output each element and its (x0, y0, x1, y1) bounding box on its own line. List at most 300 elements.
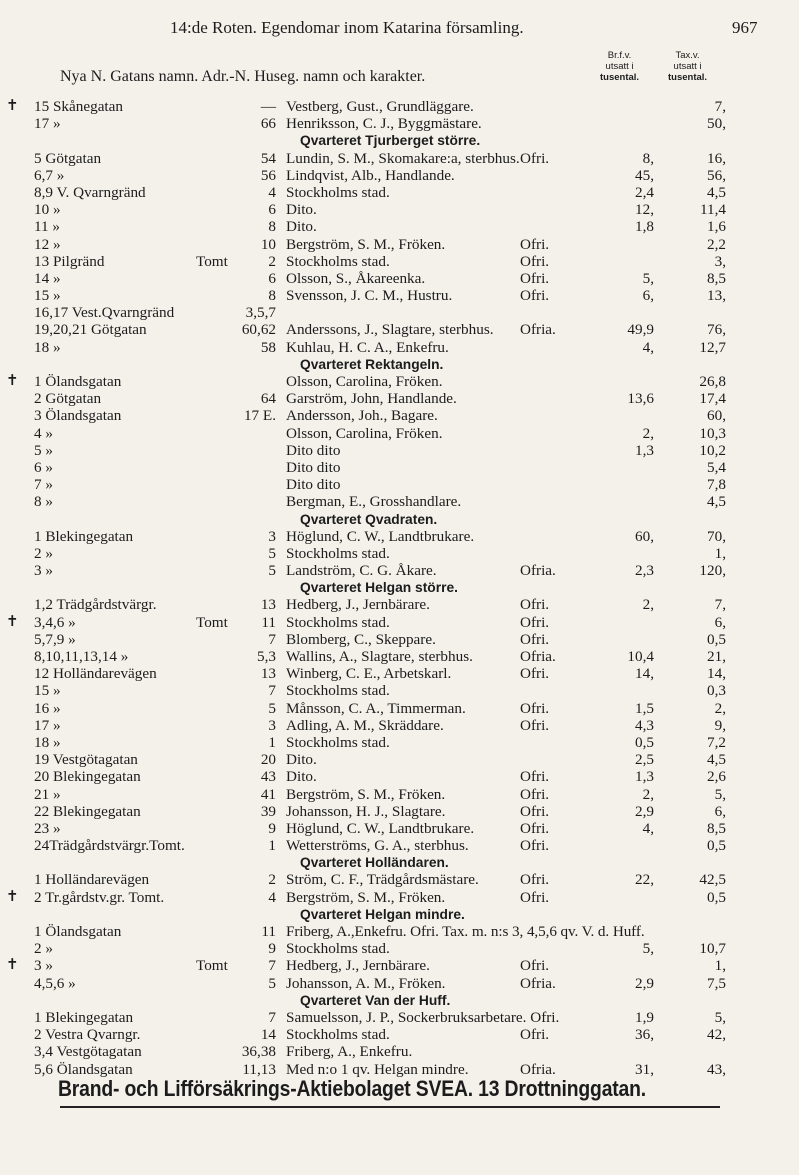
property-row (0, 631, 799, 648)
old-address-number: 10 (260, 235, 276, 253)
property-row (0, 201, 799, 218)
old-address-number: — (260, 98, 276, 115)
owner-name: Dito. (286, 218, 317, 236)
old-address-number: 17 E. (243, 407, 276, 425)
old-address-number: 8 (268, 218, 276, 236)
property-row (0, 665, 799, 682)
street-address: 4 » (34, 424, 53, 442)
tax-value: 8,5 (707, 269, 726, 287)
tax-status: Ofri. (520, 768, 550, 786)
street-address: 24Trädgårdstvärgr.Tomt. (34, 837, 185, 855)
owner-name: Med n:o 1 qv. Helgan mindre. (286, 1060, 469, 1078)
owner-name: Lundin, S. M., Skomakare:a, sterbhus. (286, 149, 520, 167)
street-address: 3,4,6 » (34, 613, 76, 631)
property-row (0, 390, 799, 407)
old-address-number: 3 (268, 716, 276, 734)
tax-value: 13, (707, 287, 726, 305)
tax-value: 12,7 (699, 338, 726, 356)
street-address: 7 » (34, 476, 53, 494)
insurance-value: 2,9 (635, 974, 654, 992)
tax-value: 56, (707, 166, 726, 184)
margin-mark: ✝ (6, 373, 19, 389)
tax-status: Ofri. (520, 252, 550, 270)
tax-status: Ofria. (520, 974, 556, 992)
tax-status: Ofri. (520, 235, 550, 253)
street-address: 15 » (34, 682, 61, 700)
owner-name: Olsson, Carolina, Fröken. (286, 424, 443, 442)
street-address: 1 Blekingegatan (34, 1008, 134, 1026)
property-row (0, 768, 799, 785)
owner-name: Svensson, J. C. M., Hustru. (286, 287, 453, 305)
tax-value: 14, (707, 665, 726, 683)
street-address: 1,2 Trädgårdstvärgr. (34, 596, 157, 614)
tax-line2: utsatt i (673, 61, 702, 72)
old-address-number: 20 (260, 751, 276, 769)
owner-name: Stockholms stad. (286, 544, 390, 562)
old-address-number: 5 (268, 562, 276, 580)
owner-name: Stockholms stad. (286, 252, 390, 270)
street-address: 12 » (34, 235, 61, 253)
street-address: 2 » (34, 544, 53, 562)
property-row (0, 321, 799, 338)
owner-name: Stockholms stad. (286, 940, 390, 958)
tax-status: Ofria. (520, 562, 556, 580)
insurance-value: 2, (642, 424, 654, 442)
tax-value: 4,5 (707, 493, 726, 511)
section-title: Qvarteret Helgan större. (300, 580, 458, 596)
section-title: Qvarteret Qvadraten. (300, 511, 438, 527)
property-row (0, 596, 799, 613)
owner-name: Bergström, S. M., Fröken. (286, 235, 446, 253)
property-row (0, 957, 799, 974)
street-address: 18 » (34, 338, 61, 356)
street-address: 20 Blekingegatan (34, 768, 141, 786)
street-address: 3 » (34, 562, 53, 580)
old-address-number: 13 (260, 665, 276, 683)
street-address: 17 » (34, 115, 61, 133)
column-header-tax (668, 50, 707, 83)
old-address-number: 43 (260, 768, 276, 786)
tax-value: 5, (714, 785, 726, 803)
tax-value: 7,2 (707, 733, 726, 751)
property-row (0, 614, 799, 631)
tax-value: 6, (714, 613, 726, 631)
property-row (0, 236, 799, 253)
owner-name: Friberg, A.,Enkefru. Ofri. Tax. m. n:s 3, 4,5,6 qv. V. d. Huff. (286, 923, 645, 940)
property-row (0, 253, 799, 270)
old-address-number: 7 (268, 630, 276, 648)
tax-value: 120, (699, 562, 726, 580)
old-address-number: 9 (268, 940, 276, 958)
insurance-value: 2,4 (635, 183, 654, 201)
owner-name: Samuelsson, J. P., Sockerbruksarbetare. Ofri. (286, 1008, 560, 1026)
owner-name: Dito. (286, 201, 317, 219)
insurance-value: 2,5 (635, 751, 654, 769)
tax-status: Ofri. (520, 802, 550, 820)
tax-status: Ofri. (520, 665, 550, 683)
property-row (0, 682, 799, 699)
insurance-value: 1,9 (635, 1008, 654, 1026)
insurance-value: 1,8 (635, 218, 654, 236)
street-address: 5,6 Ölandsgatan (34, 1060, 133, 1078)
old-address-number: 3,5,7 (245, 304, 276, 322)
tax-value: 10,3 (699, 424, 726, 442)
tax-status: Ofri. (520, 269, 550, 287)
property-row (0, 98, 799, 115)
street-address: 1 Holländarevägen (34, 871, 150, 889)
property-row (0, 545, 799, 562)
tax-value: 0,5 (707, 630, 726, 648)
section-title: Qvarteret Rektangeln. (300, 356, 444, 372)
property-row (0, 407, 799, 424)
property-row (0, 218, 799, 235)
property-row (0, 304, 799, 321)
property-row (0, 150, 799, 167)
property-row (0, 425, 799, 442)
tax-status: Ofri. (520, 149, 550, 167)
owner-name: Bergström, S. M., Fröken. (286, 888, 446, 906)
owner-name: Kuhlau, H. C. A., Enkefru. (286, 338, 449, 356)
tax-value: 0,5 (707, 837, 726, 855)
street-address: 2 » (34, 940, 53, 958)
brfv-line2: utsatt i (605, 61, 634, 72)
owner-name: Adling, A. M., Skräddare. (286, 716, 444, 734)
old-address-number: 9 (268, 819, 276, 837)
property-row (0, 975, 799, 992)
insurance-value: 8, (642, 149, 654, 167)
street-address: 14 » (34, 269, 61, 287)
old-address-number: 7 (268, 682, 276, 700)
street-address: 10 » (34, 201, 61, 219)
property-row (0, 373, 799, 390)
section-heading (0, 511, 799, 528)
old-address-number: 5,3 (257, 648, 276, 665)
owner-name: Henriksson, C. J., Byggmästare. (286, 115, 482, 133)
street-address: 5,7,9 » (34, 630, 76, 648)
margin-mark: ✝ (6, 98, 19, 114)
tax-line1: Tax.v. (675, 50, 700, 61)
section-heading (0, 579, 799, 596)
tax-value: 5, (714, 1008, 726, 1026)
old-address-number: 1 (268, 733, 276, 751)
street-address: 6,7 » (34, 166, 65, 184)
insurance-value: 6, (642, 287, 654, 305)
tax-value: 8,5 (707, 819, 726, 837)
owner-name: Dito dito (286, 458, 341, 476)
street-address: 3,4 Vestgötagatan (34, 1043, 142, 1061)
property-row (0, 751, 799, 768)
old-address-number: 56 (260, 166, 276, 184)
tax-value: 2,6 (707, 768, 726, 786)
advertisement-banner: Brand- och Lifförsäkrings-Aktiebolaget SVEA. 13 Drottninggatan. (58, 1076, 647, 1101)
insurance-value: 2, (642, 596, 654, 614)
owner-name: Lindqvist, Alb., Handlande. (286, 166, 455, 184)
street-address: 8,9 V. Qvarngränd (34, 183, 146, 201)
column-header-brfv (600, 50, 639, 83)
old-address-number: 4 (268, 183, 276, 201)
old-address-number: 14 (260, 1026, 276, 1044)
property-row (0, 803, 799, 820)
owner-name: Ström, C. F., Trädgårdsmästare. (286, 871, 479, 889)
property-row (0, 871, 799, 888)
section-title: Qvarteret Holländaren. (300, 855, 449, 871)
property-row (0, 270, 799, 287)
street-address: 1 Ölandsgatan (34, 923, 122, 940)
property-row (0, 700, 799, 717)
owner-name: Blomberg, C., Skeppare. (286, 630, 436, 648)
street-address: 1 Ölandsgatan (34, 373, 122, 390)
insurance-value: 5, (642, 269, 654, 287)
old-address-number: 7 (268, 1008, 276, 1026)
tax-value: 7,5 (707, 974, 726, 992)
owner-name: Hedberg, J., Jernbärare. (286, 957, 430, 975)
tax-status: Ofri. (520, 613, 550, 631)
section-title: Qvarteret Van der Huff. (300, 992, 451, 1008)
tax-value: 6, (714, 802, 726, 820)
owner-name: Höglund, C. W., Landtbrukare. (286, 819, 475, 837)
tax-value: 76, (707, 321, 726, 339)
old-address-number: 5 (268, 544, 276, 562)
insurance-value: 4, (642, 338, 654, 356)
street-address: 5 » (34, 441, 53, 459)
property-row (0, 442, 799, 459)
owner-name: Andersson, Joh., Bagare. (286, 407, 438, 425)
property-row (0, 940, 799, 957)
owner-name: Olsson, S., Åkareenka. (286, 269, 426, 287)
street-address: 8,10,11,13,14 » (34, 648, 129, 665)
old-address-number: 1 (268, 837, 276, 855)
insurance-value: 10,4 (627, 648, 654, 665)
insurance-value: 1,5 (635, 699, 654, 717)
tax-value: 7, (714, 98, 726, 115)
tax-value: 21, (707, 648, 726, 665)
section-heading (0, 132, 799, 149)
street-address: 21 » (34, 785, 61, 803)
old-address-number: 64 (260, 390, 276, 408)
street-address: 16 » (34, 699, 61, 717)
tax-status: Ofri. (520, 596, 550, 614)
old-address-number: 6 (268, 201, 276, 219)
property-row (0, 1043, 799, 1060)
street-address: 22 Blekingegatan (34, 802, 141, 820)
owner-name: Winberg, C. E., Arbetskarl. (286, 665, 452, 683)
property-row (0, 167, 799, 184)
insurance-value: 13,6 (627, 390, 654, 408)
owner-name: Vestberg, Gust., Grundläggare. (286, 98, 474, 115)
section-title: Qvarteret Helgan mindre. (300, 906, 465, 922)
tax-value: 11,4 (699, 201, 726, 219)
tax-status: Ofria. (520, 321, 556, 339)
tax-value: 1, (714, 957, 726, 975)
street-address: 19 Vestgötagatan (34, 751, 138, 769)
tax-value: 5,4 (707, 458, 726, 476)
tax-value: 70, (707, 527, 726, 545)
section-heading (0, 854, 799, 871)
tax-status: Ofria. (520, 648, 556, 665)
property-row (0, 923, 799, 940)
street-address: 16,17 Vest.Qvarngränd (34, 304, 175, 322)
insurance-value: 60, (635, 527, 654, 545)
insurance-value: 0,5 (635, 733, 654, 751)
insurance-value: 45, (635, 166, 654, 184)
insurance-value: 12, (635, 201, 654, 219)
plot-label: Tomt (196, 252, 228, 270)
old-address-number: 7 (268, 957, 276, 975)
tax-status: Ofri. (520, 785, 550, 803)
running-title: 14:de Roten. Egendomar inom Katarina församling. (170, 18, 524, 37)
tax-value: 10,2 (699, 441, 726, 459)
margin-mark: ✝ (6, 888, 19, 905)
column-header-left: Nya N. Gatans namn. Adr.-N. Huseg. namn och karakter. (60, 68, 426, 85)
tax-status: Ofri. (520, 699, 550, 717)
owner-name: Höglund, C. W., Landtbrukare. (286, 527, 475, 545)
property-row (0, 1026, 799, 1043)
owner-name: Hedberg, J., Jernbärare. (286, 596, 430, 614)
insurance-value: 31, (635, 1060, 654, 1078)
owner-name: Stockholms stad. (286, 733, 390, 751)
insurance-value: 5, (642, 940, 654, 958)
tax-value: 9, (714, 716, 726, 734)
owner-name: Olsson, Carolina, Fröken. (286, 373, 443, 390)
old-address-number: 66 (260, 115, 276, 133)
tax-value: 1, (714, 544, 726, 562)
property-row (0, 528, 799, 545)
insurance-value: 49,9 (627, 321, 654, 339)
street-address: 18 » (34, 733, 61, 751)
tax-status: Ofri. (520, 837, 550, 855)
property-row (0, 287, 799, 304)
street-address: 3 Ölandsgatan (34, 407, 122, 425)
owner-name: Bergström, S. M., Fröken. (286, 785, 446, 803)
insurance-value: 22, (635, 871, 654, 889)
insurance-value: 2,3 (635, 562, 654, 580)
owner-name: Dito. (286, 768, 317, 786)
property-row (0, 476, 799, 493)
property-row (0, 562, 799, 579)
tax-status: Ofri. (520, 716, 550, 734)
old-address-number: 54 (260, 149, 276, 167)
tax-value: 42, (707, 1026, 726, 1044)
old-address-number: 6 (268, 269, 276, 287)
tax-value: 10,7 (699, 940, 726, 958)
tax-status: Ofria. (520, 1060, 556, 1078)
street-address: 11 » (34, 218, 61, 236)
tax-value: 42,5 (699, 871, 726, 889)
tax-status: Ofri. (520, 630, 550, 648)
property-row (0, 459, 799, 476)
property-row (0, 837, 799, 854)
tax-value: 43, (707, 1060, 726, 1078)
old-address-number: 58 (260, 338, 276, 356)
old-address-number: 5 (268, 974, 276, 992)
old-address-number: 3 (268, 527, 276, 545)
tax-status: Ofri. (520, 957, 550, 975)
owner-name: Anderssons, J., Slagtare, sterbhus. (286, 321, 494, 339)
property-row (0, 493, 799, 510)
tax-value: 0,5 (707, 888, 726, 906)
street-address: 6 » (34, 458, 53, 476)
street-address: 2 Tr.gårdstv.gr. Tomt. (34, 888, 165, 906)
street-address: 5 Götgatan (34, 149, 102, 167)
insurance-value: 1,3 (635, 441, 654, 459)
street-address: 2 Götgatan (34, 390, 102, 408)
owner-name: Johansson, H. J., Slagtare. (286, 802, 446, 820)
brfv-line1: Br.f.v. (607, 50, 632, 61)
old-address-number: 11 (261, 613, 276, 631)
property-row (0, 1009, 799, 1026)
tax-status: Ofri. (520, 287, 550, 305)
old-address-number: 60,62 (241, 321, 276, 339)
tax-value: 17,4 (699, 390, 726, 408)
property-row (0, 786, 799, 803)
street-address: 1 Blekingegatan (34, 527, 134, 545)
old-address-number: 41 (260, 785, 276, 803)
insurance-value: 36, (635, 1026, 654, 1044)
old-address-number: 13 (260, 596, 276, 614)
old-address-number: 2 (268, 871, 276, 889)
street-address: 4,5,6 » (34, 974, 76, 992)
property-row (0, 734, 799, 751)
owner-name: Dito dito (286, 476, 341, 494)
owner-name: Johansson, A. M., Fröken. (286, 974, 446, 992)
tax-value: 1,6 (707, 218, 726, 236)
section-title: Qvarteret Tjurberget större. (300, 133, 481, 149)
owner-name: Friberg, A., Enkefru. (286, 1043, 413, 1061)
owner-name: Dito dito (286, 441, 341, 459)
insurance-value: 2,9 (635, 802, 654, 820)
tax-value: 60, (707, 407, 726, 425)
tax-status: Ofri. (520, 1026, 550, 1044)
tax-line3: tusental. (668, 72, 708, 83)
insurance-value: 14, (635, 665, 654, 683)
owner-name: Landström, C. G. Åkare. (286, 562, 437, 580)
old-address-number: 39 (260, 802, 276, 820)
street-address: 17 » (34, 716, 61, 734)
street-address: 13 Pilgränd (34, 252, 105, 270)
owner-name: Stockholms stad. (286, 183, 390, 201)
street-address: 12 Holländarevägen (34, 665, 157, 683)
tax-status: Ofri. (520, 888, 550, 906)
property-row (0, 648, 799, 665)
tax-value: 7, (714, 596, 726, 614)
street-address: 15 » (34, 287, 61, 305)
brfv-line3: tusental. (600, 72, 640, 83)
tax-status: Ofri. (520, 819, 550, 837)
property-row (0, 889, 799, 906)
margin-mark: ✝ (6, 957, 19, 974)
old-address-number: 11 (261, 923, 276, 940)
old-address-number: 11,13 (242, 1060, 276, 1078)
owner-name: Stockholms stad. (286, 682, 390, 700)
street-address: 2 Vestra Qvarngr. (34, 1026, 141, 1044)
insurance-value: 2, (642, 785, 654, 803)
tax-value: 0,3 (707, 682, 726, 700)
property-row (0, 115, 799, 132)
tax-value: 50, (707, 115, 726, 133)
owner-name: Stockholms stad. (286, 613, 390, 631)
insurance-value: 1,3 (635, 768, 654, 786)
margin-mark: ✝ (6, 613, 19, 630)
owner-name: Bergman, E., Grosshandlare. (286, 493, 462, 511)
tax-value: 4,5 (707, 751, 726, 769)
property-row (0, 820, 799, 837)
tax-value: 2,2 (707, 235, 726, 253)
section-heading (0, 356, 799, 373)
street-address: 19,20,21 Götgatan (34, 321, 147, 339)
old-address-number: 8 (268, 287, 276, 305)
tax-value: 3, (714, 252, 726, 270)
plot-label: Tomt (196, 613, 228, 631)
